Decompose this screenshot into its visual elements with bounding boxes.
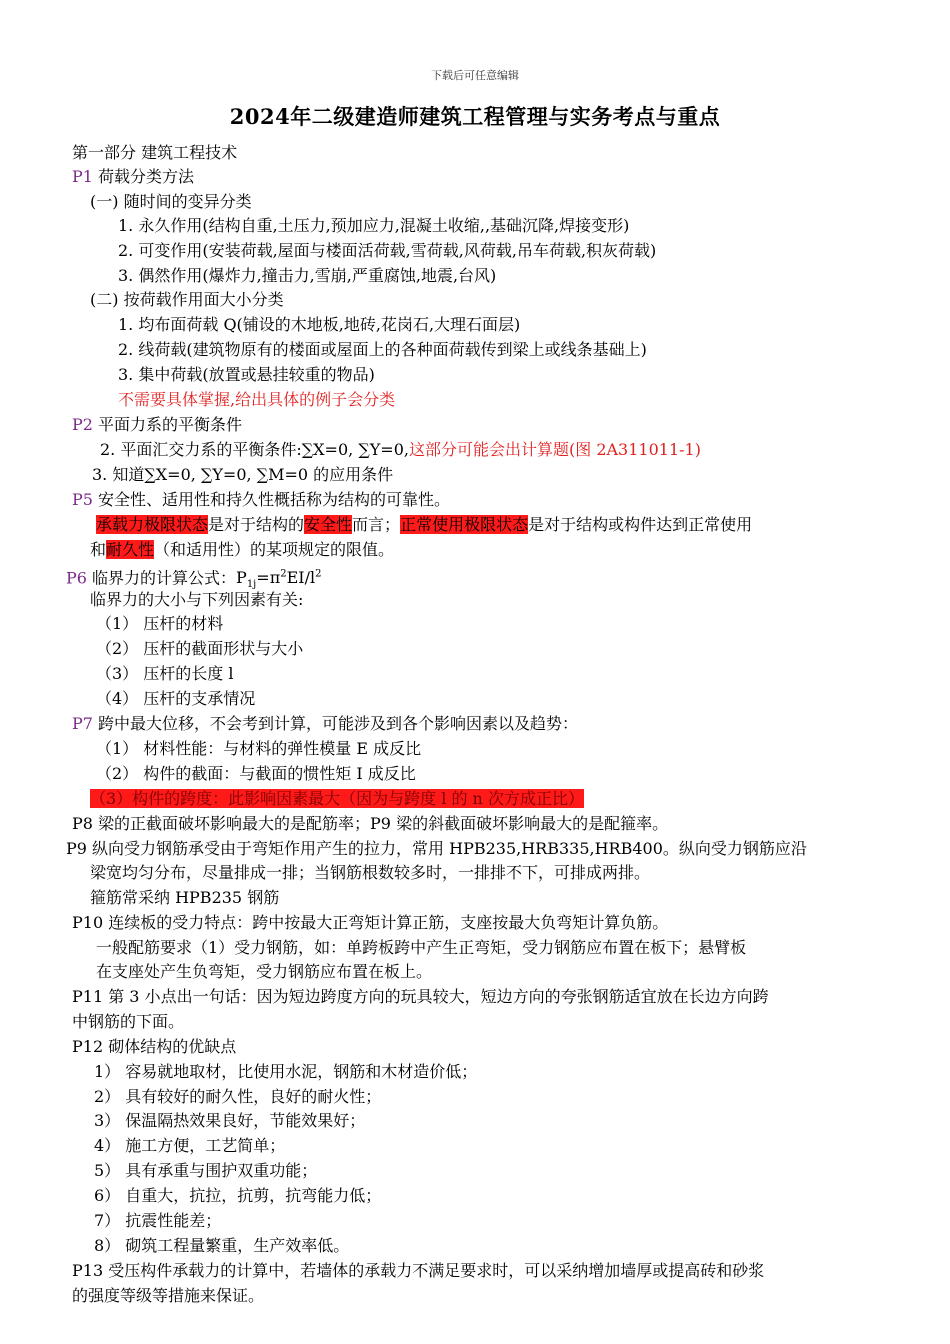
highlight-text: （3）构件的跨度：此影响因素最大（因为与跨度 l 的 n 次方成正比） — [90, 789, 584, 808]
list-item: 1. 永久作用(结构自重,土压力,预加应力,混凝土收缩,,基础沉降,焊接变形) — [118, 216, 630, 235]
highlight-term: 承载力极限状态 — [96, 515, 209, 534]
formula-p: P — [236, 568, 247, 588]
heading-text: 荷载分类方法 — [92, 167, 195, 186]
list-item: 6） 自重大，抗拉，抗剪，抗弯能力低； — [94, 1186, 382, 1205]
page-ref: P5 — [72, 490, 93, 509]
p10-line2: 一般配筋要求（1）受力钢筋，如：单跨板跨中产生正弯矩，受力钢筋应布置在板下；悬臂板 — [96, 938, 747, 957]
list-item: （2） 压杆的截面形状与大小 — [96, 639, 304, 658]
p7-heading — [72, 714, 578, 734]
text: （和适用性）的某项规定的限值。 — [154, 540, 395, 559]
list-item: 3） 保温隔热效果良好，节能效果好； — [94, 1111, 366, 1130]
formula-subscript: 1j — [246, 579, 257, 591]
formula — [236, 568, 322, 591]
heading-text: 平面力系的平衡条件 — [92, 415, 243, 434]
list-item: 2. 可变作用(安装荷载,屋面与楼面活荷载,雪荷载,风荷载,吊车荷载,积灰荷载) — [118, 241, 657, 260]
list-item: （2） 构件的截面：与截面的惯性矩 I 成反比 — [96, 764, 416, 783]
p9-line1: P9 纵向受力钢筋承受由于弯矩作用产生的拉力，常用 HPB235,HRB335,HRB400。纵向受力钢筋应沿 — [66, 839, 807, 858]
item-note: 这部分可能会出计算题(图 2A311011-1) — [408, 440, 701, 459]
p10-line3: 在支座处产生负弯矩，受力钢筋应布置在板上。 — [96, 962, 433, 981]
list-item: 5） 具有承重与围护双重功能； — [94, 1161, 318, 1180]
list-item: （1） 压杆的材料 — [96, 614, 224, 633]
p2-item2 — [100, 440, 701, 460]
list-item: 2） 具有较好的耐久性，良好的耐火性； — [94, 1087, 382, 1106]
p10-line1: P10 连续板的受力特点：跨中按最大正弯矩计算正筋，支座按最大负弯矩计算负筋。 — [72, 913, 669, 932]
p2-heading — [72, 415, 242, 435]
item-text: 2. 平面汇交力系的平衡条件:∑X=0, ∑Y=0, — [100, 440, 409, 459]
list-item: （4） 压杆的支承情况 — [96, 689, 256, 708]
p8-line: P8 梁的正截面破坏影响最大的是配筋率；P9 梁的斜截面破坏影响最大的是配箍率。 — [72, 814, 669, 833]
list-item: 4） 施工方便，工艺简单； — [94, 1136, 286, 1155]
list-item: （3） 压杆的长度 l — [96, 664, 234, 683]
header-note: 下载后可任意编辑 — [431, 69, 519, 82]
p13-line2: 的强度等级等措施来保证。 — [72, 1286, 265, 1305]
list-item: （1） 材料性能：与材料的弹性模量 E 成反比 — [96, 739, 422, 758]
page-ref: P1 — [72, 167, 93, 186]
text: 是对于结构或构件达到正常使用 — [528, 515, 753, 534]
highlight-term: 耐久性 — [106, 540, 155, 559]
text: 和 — [90, 540, 107, 559]
formula-pi: =π — [256, 568, 281, 588]
p5-line1 — [96, 515, 752, 535]
highlight-term: 安全性 — [304, 515, 353, 534]
page-ref: P2 — [72, 415, 93, 434]
p5-heading — [72, 490, 450, 510]
p1-sub2: (二) 按荷载作用面大小分类 — [90, 290, 284, 309]
formula-superscript: 2 — [315, 569, 322, 580]
heading-text: 跨中最大位移，不会考到计算，可能涉及到各个影响因素以及趋势： — [92, 714, 579, 733]
list-item: 3. 偶然作用(爆炸力,撞击力,雪崩,严重腐蚀,地震,台风) — [118, 266, 497, 285]
list-item: 1） 容易就地取材，比使用水泥，钢筋和木材造价低； — [94, 1062, 478, 1081]
document-title: 2024年二级建造师建筑工程管理与实务考点与重点 — [229, 104, 721, 129]
p11-line1: P11 第 3 小点出一句话：因为短边跨度方向的玩具较大，短边方向的夸张钢筋适宜放在长边方向跨 — [72, 987, 769, 1006]
formula-superscript: 2 — [280, 569, 287, 580]
p5-line2 — [90, 540, 394, 560]
p6-intro: 临界力的大小与下列因素有关: — [90, 590, 304, 609]
p13-line1: P13 受压构件承载力的计算中，若墙体的承载力不满足要求时，可以采纳增加墙厚或提高砖和砂浆 — [72, 1261, 765, 1280]
heading-text: 临界力的计算公式： — [86, 568, 237, 588]
list-item: 1. 均布面荷载 Q(铺设的木地板,地砖,花岗石,大理石面层) — [118, 315, 521, 334]
list-item: 2. 线荷载(建筑物原有的楼面或屋面上的各种面荷载传到梁上或线条基础上) — [118, 340, 647, 359]
page-ref: P7 — [72, 714, 93, 733]
p9-line3: 箍筋常采纳 HPB235 钢筋 — [90, 888, 280, 907]
p1-note: 不需要具体掌握,给出具体的例子会分类 — [118, 390, 396, 409]
p2-item3: 3. 知道∑X=0, ∑Y=0, ∑M=0 的应用条件 — [92, 465, 394, 484]
heading-text: 安全性、适用性和持久性概括称为结构的可靠性。 — [92, 490, 451, 509]
list-item: 7） 抗震性能差； — [94, 1211, 222, 1230]
text: 而言； — [352, 515, 401, 534]
p1-heading — [72, 167, 194, 187]
p11-line2: 中钢筋的下面。 — [72, 1012, 185, 1031]
p1-sub1: (一) 随时间的变异分类 — [90, 192, 252, 211]
list-item: 3. 集中荷载(放置或悬挂较重的物品) — [118, 365, 375, 384]
p12-heading: P12 砌体结构的优缺点 — [72, 1037, 237, 1056]
text: 是对于结构的 — [208, 515, 305, 534]
p7-item3-highlighted — [90, 789, 584, 809]
page-ref: P6 — [66, 568, 87, 588]
highlight-term: 正常使用极限状态 — [400, 515, 529, 534]
list-item: 8） 砌筑工程量繁重，生产效率低。 — [94, 1236, 350, 1255]
part-heading: 第一部分 建筑工程技术 — [72, 143, 238, 162]
formula-ei: EI/l — [286, 568, 316, 588]
p9-line2: 梁宽均匀分布，尽量排成一排；当钢筋根数较多时，一排排不下，可排成两排。 — [90, 863, 651, 882]
